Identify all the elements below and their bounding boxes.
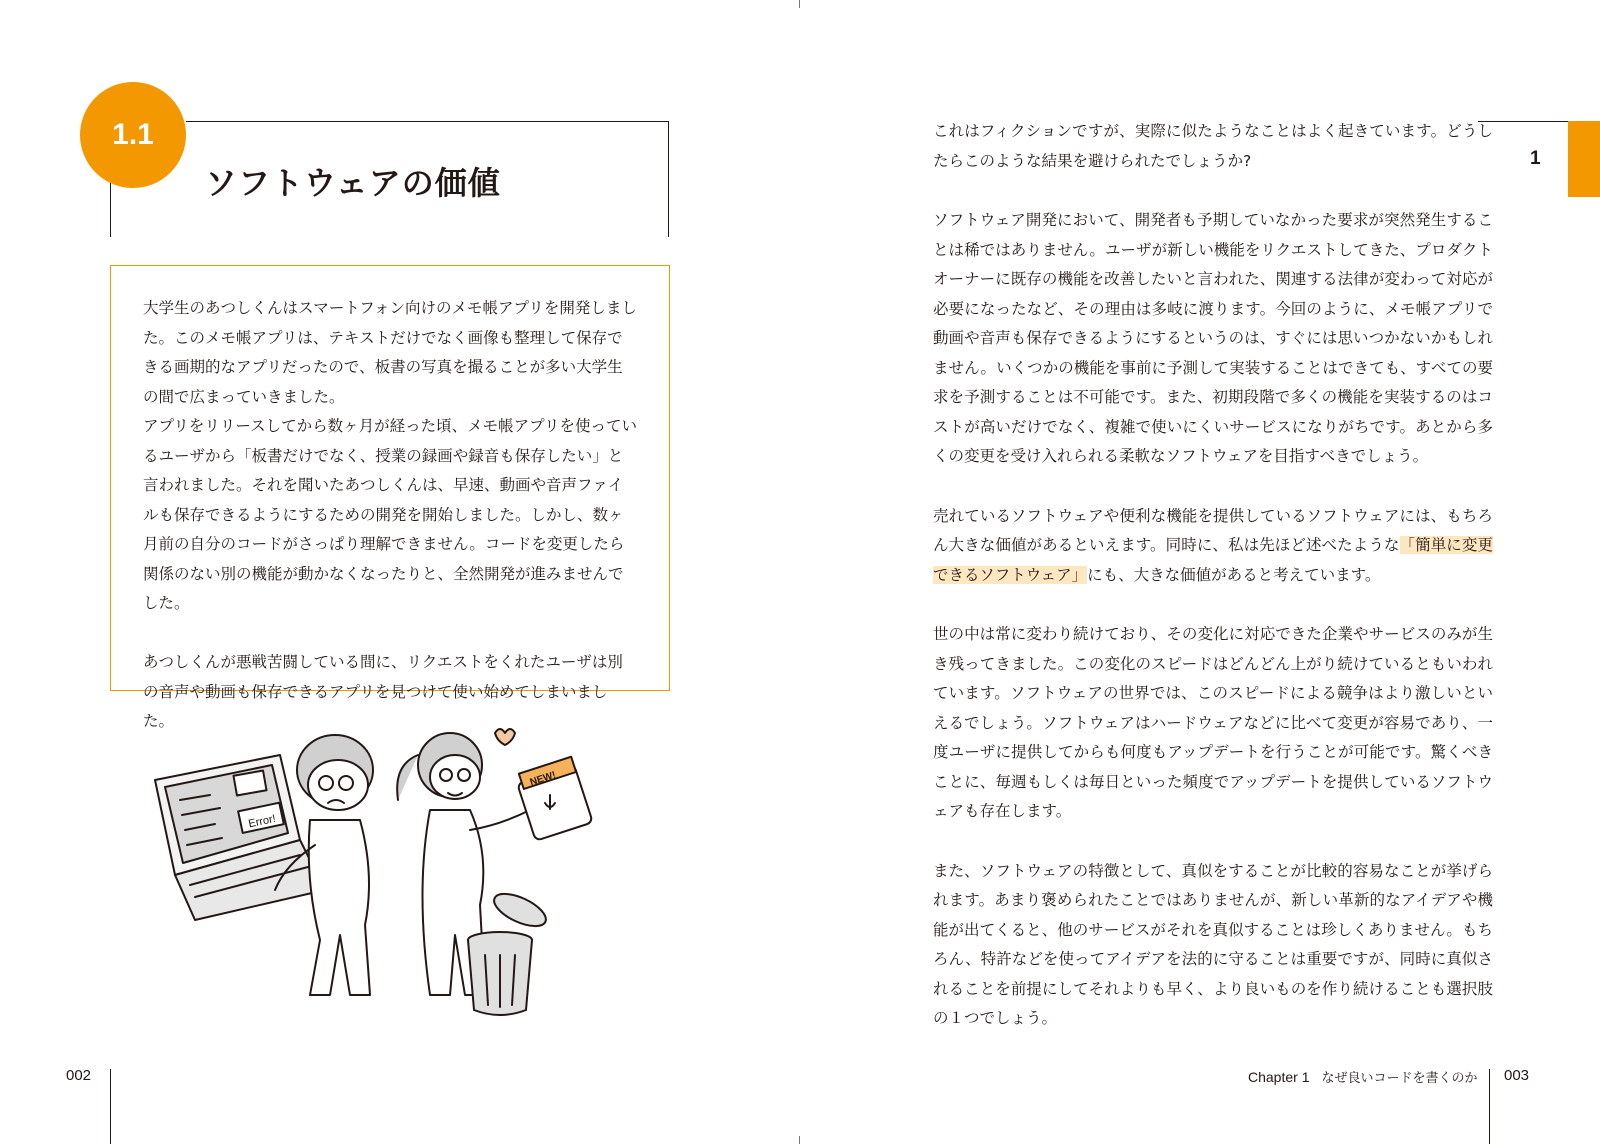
title-frame-right (668, 121, 669, 237)
right-footer-rule (1489, 1069, 1490, 1144)
trim-mark-top (799, 0, 800, 8)
illustration (150, 725, 610, 1025)
left-footer-rule (110, 1069, 111, 1144)
section-number: 1.1 (112, 118, 154, 151)
title-frame-top (186, 121, 668, 122)
chapter-tab-number: 1 (1530, 148, 1541, 169)
body-paragraph-5: また、ソフトウェアの特徴として、真似をすることが比較的容易なことが挙げられます。あまり褒められたことではありませんが、新しい革新的なアイデアや機能が出てくると、他のサービスがそれを真似することは珍しくありません。もちろん、特許などを使ってアイデアを法的に守ることは重要ですが、同時に真似されることを前提にしてそれよりも早く、より良いものを作り続けることも選択肢の１つでしょう。 (933, 861, 1493, 1027)
story-box (110, 265, 670, 730)
body-text (933, 117, 1493, 1064)
section-number-badge (80, 82, 186, 188)
chapter-title: なぜ良いコードを書くのか (1321, 1071, 1478, 1086)
trim-mark-bottom (799, 1136, 800, 1144)
body-paragraph-3-after: にも、大きな価値があると考えています。 (1087, 565, 1381, 584)
story-paragraph-2: あつしくんが悪戦苦闘している間に、リクエストをくれたユーザは別の音声や動画も保存できるアプリを見つけて使い始めてしまいました。 (143, 653, 623, 730)
body-paragraph-3 (933, 502, 1493, 591)
left-page-number: 002 (66, 1067, 92, 1084)
body-paragraph-2: ソフトウェア開発において、開発者も予期していなかった要求が突然発生することは稀ではありません。ユーザが新しい機能をリクエストしてきた、プロダクトオーナーに既存の機能を改善したいと言われた、関連する法律が変わって対応が必要になったなど、その理由は多岐に渡ります。今回のように、メモ帳アプリで動画や音声も保存できるようにするというのは、すぐには思いつかないかもしれません。いくつかの機能を事前に予測して実装することはできても、すべての要求を予測することは不可能です。また、初期段階で多くの機能を実装するのはコストが高いだけでなく、複雑で使いにくいサービスになりがちです。あとから多くの変更を受け入れられる柔軟なソフトウェアを目指すべきでしょう。 (933, 211, 1493, 465)
body-paragraph-3-before: 売れているソフトウェアや便利な機能を提供しているソフトウェアには、もちろん大きな価値があるといえます。同時に、私は先ほど述べたような (933, 506, 1493, 554)
title-frame-left (110, 178, 111, 237)
new-label: NEW! (528, 769, 558, 789)
section-title: ソフトウェアの価値 (205, 164, 501, 202)
chapter-tab (1568, 121, 1600, 197)
body-paragraph-4: 世の中は常に変わり続けており、その変化に対応できた企業やサービスのみが生き残ってきました。この変化のスピードはどんどん上がり続けているともいわれています。ソフトウェアの世界では、このスピードによる競争はより激しいといえるでしょう。ソフトウェアはハードウェアなどに比べて変更が容易であり、一度ユーザに提供してからも何度もアップデートを行うことが可能です。驚くべきことに、毎週もしくは毎日といった頻度でアップデートを提供しているソフトウェアも存在します。 (933, 625, 1493, 820)
running-footer (1248, 1067, 1478, 1086)
chapter-label: Chapter 1 (1248, 1069, 1310, 1085)
body-paragraph-1: これはフィクションですが、実際に似たようなことはよく起きています。どうしたらこのような結果を避けられたでしょうか? (933, 122, 1493, 170)
right-page-number: 003 (1504, 1067, 1530, 1084)
story-paragraph-1: 大学生のあつしくんはスマートフォン向けのメモ帳アプリを開発しました。このメモ帳アプリは、テキストだけでなく画像も整理して保存できる画期的なアプリだったので、板書の写真を撮ることが多い大学生の間で広まっていきました。 アプリをリリースしてから数ヶ月が経った頃、メモ帳アプリを使っているユーザから「板書だけでなく、授業の録画や録音も保存したい」と言われました。それを聞いたあつしくんは、早速、動画や音声ファイルも保存できるようにするための開発を開始しました。しかし、数ヶ月前の自分のコードがさっぱり理解できません。コードを変更したら関係のない別の機能が動かなくなったりと、全然開発が進みませんでした。 (143, 299, 637, 612)
new-feature-card (517, 757, 593, 841)
error-label: Error! (247, 812, 277, 831)
highlighted-phrase: 「簡単に変更できるソフトウェア」 (933, 536, 1493, 584)
